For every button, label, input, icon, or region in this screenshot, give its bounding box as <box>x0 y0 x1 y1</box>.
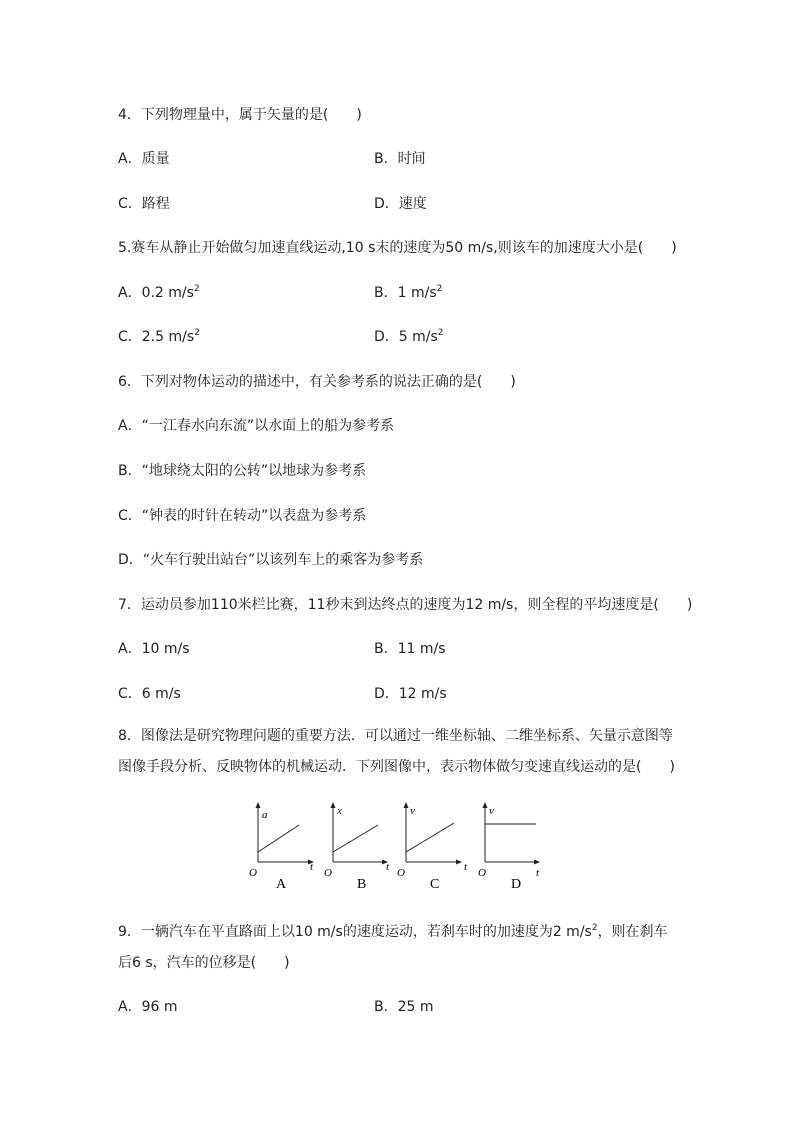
graph-d-y-arrow <box>483 802 488 808</box>
q4-stem: 4．下列物理量中，属于矢量的是( ) <box>118 107 362 123</box>
graph-b <box>324 802 390 892</box>
graph-a-y-arrow <box>256 802 261 808</box>
q4-option-c: C．路程 <box>118 196 170 212</box>
q6-stem: 6．下列对物体运动的描述中，有关参考系的说法正确的是( ) <box>118 374 516 390</box>
q5-stem: 5.赛车从静止开始做匀加速直线运动,10 s末的速度为50 m/s,则该车的加速度大小是( ) <box>118 240 677 256</box>
graph-d-origin: O <box>478 867 486 879</box>
q6-option-d: D．“火车行驶出站台”以该列车上的乘客为参考系 <box>118 552 424 568</box>
graph-d-label: D <box>511 877 522 892</box>
q8-graphs-figure <box>240 800 550 895</box>
graph-c-origin: O <box>397 867 405 879</box>
graph-d-x-arrow <box>534 860 540 865</box>
graph-d-x-label: t <box>536 867 540 879</box>
graph-d <box>478 802 540 892</box>
q9-option-b: B．25 m <box>374 999 434 1015</box>
graph-a-plot-line <box>258 825 299 852</box>
q6-option-c: C．“钟表的时针在转动”以表盘为参考系 <box>118 508 367 524</box>
graph-a <box>249 802 314 892</box>
q9-stem: 9．一辆汽车在平直路面上以10 m/s的速度运动，若刹车时的加速度为2 $m/s^2$，则在刹车后6 s，汽车的位移是( ) <box>118 923 668 971</box>
q7-option-d: D．12 m/s <box>374 686 447 702</box>
q8-stem: 8．图像法是研究物理问题的重要方法．可以通过一维坐标轴、二维坐标系、矢量示意图等图像手段分析、反映物体的机械运动．下列图像中，表示物体做匀变速直线运动的是( ) <box>118 728 675 775</box>
graph-c-plot-line <box>406 823 454 852</box>
q5-option-b: B．1 $m/s^2$ <box>374 284 443 301</box>
q7-option-b: B．11 m/s <box>374 641 446 657</box>
graph-a-origin: O <box>249 867 257 879</box>
graph-c-x-arrow <box>456 860 462 865</box>
graph-a-y-label: a <box>262 809 268 821</box>
graph-a-label: A <box>276 877 287 892</box>
graph-c-x-label: t <box>464 861 468 873</box>
q7-option-c: C．6 m/s <box>118 686 181 702</box>
graph-c-y-arrow <box>404 802 409 808</box>
q7-stem: 7．运动员参加110米栏比赛，11秒末到达终点的速度为12 m/s，则全程的平均速度是( ) <box>118 597 693 613</box>
q5-option-d: D．5 $m/s^2$ <box>374 328 444 345</box>
q6-option-b: B．“地球绕太阳的公转”以地球为参考系 <box>118 463 367 479</box>
q5-option-a: A．0.2 $m/s^2$ <box>118 284 200 301</box>
graph-b-y-label: x <box>337 805 342 817</box>
q5-option-c: C．2.5 $m/s^2$ <box>118 328 200 345</box>
q9-option-a: A．96 m <box>118 999 178 1015</box>
q4-option-b: B．时间 <box>374 151 426 167</box>
graph-b-origin: O <box>324 867 332 879</box>
graph-a-x-label: t <box>310 861 314 873</box>
graph-d-y-label: v <box>489 805 494 817</box>
graph-b-x-label: t <box>386 861 390 873</box>
graph-c <box>397 802 468 892</box>
q7-option-a: A．10 m/s <box>118 641 190 657</box>
graph-c-y-label: v <box>410 805 415 817</box>
graph-b-plot-line <box>333 825 378 852</box>
q4-option-a: A．质量 <box>118 151 170 167</box>
graph-c-label: C <box>430 877 440 892</box>
q6-option-a: A．“一江春水向东流”以水面上的船为参考系 <box>118 418 395 434</box>
graph-b-label: B <box>357 877 367 892</box>
graph-b-y-arrow <box>331 802 336 808</box>
q4-option-d: D．速度 <box>374 196 427 212</box>
